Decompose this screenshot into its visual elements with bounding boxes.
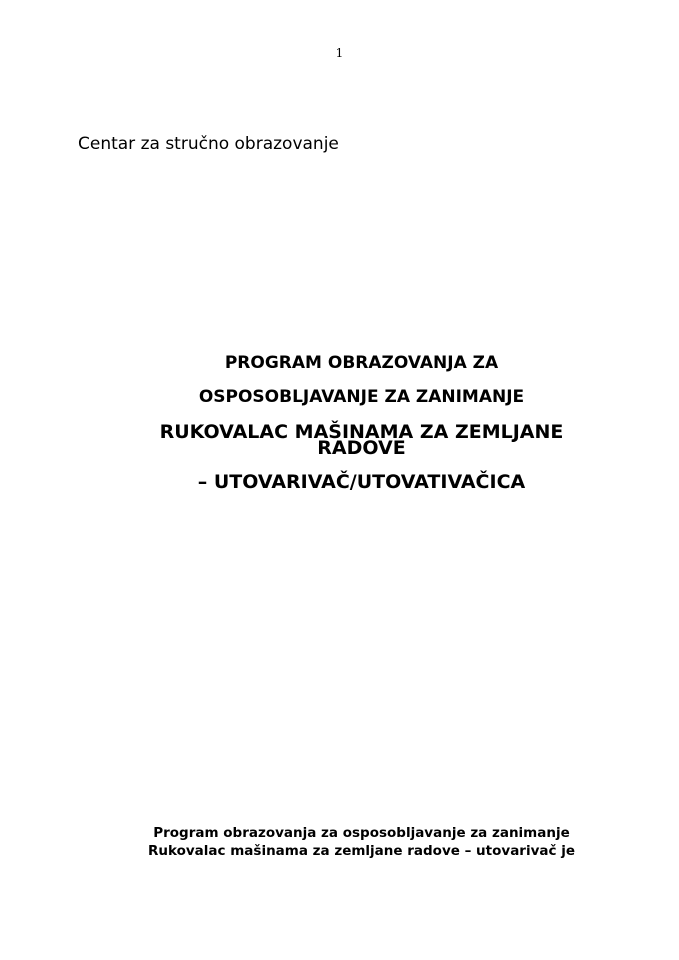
page-number: 1 <box>335 46 344 60</box>
title-line-5: – UTOVARIVAČ/UTOVATIVAČICA <box>197 471 526 493</box>
footer-line-1: Program obrazovanja za osposobljavanje za zanimanje <box>153 825 570 841</box>
title-line-1: PROGRAM OBRAZOVANJA ZA <box>224 353 499 373</box>
title-line-2: OSPOSOBLJAVANJE ZA ZANIMANJE <box>198 387 525 407</box>
title-line-4: RADOVE <box>317 437 406 459</box>
institution-name: Centar za stručno obrazovanje <box>78 134 339 154</box>
footer-line-2: Rukovalac mašinama za zemljane radove – utovarivač je <box>147 843 575 859</box>
title-line-3: RUKOVALAC MAŠINAMA ZA ZEMLJANE <box>159 421 564 443</box>
